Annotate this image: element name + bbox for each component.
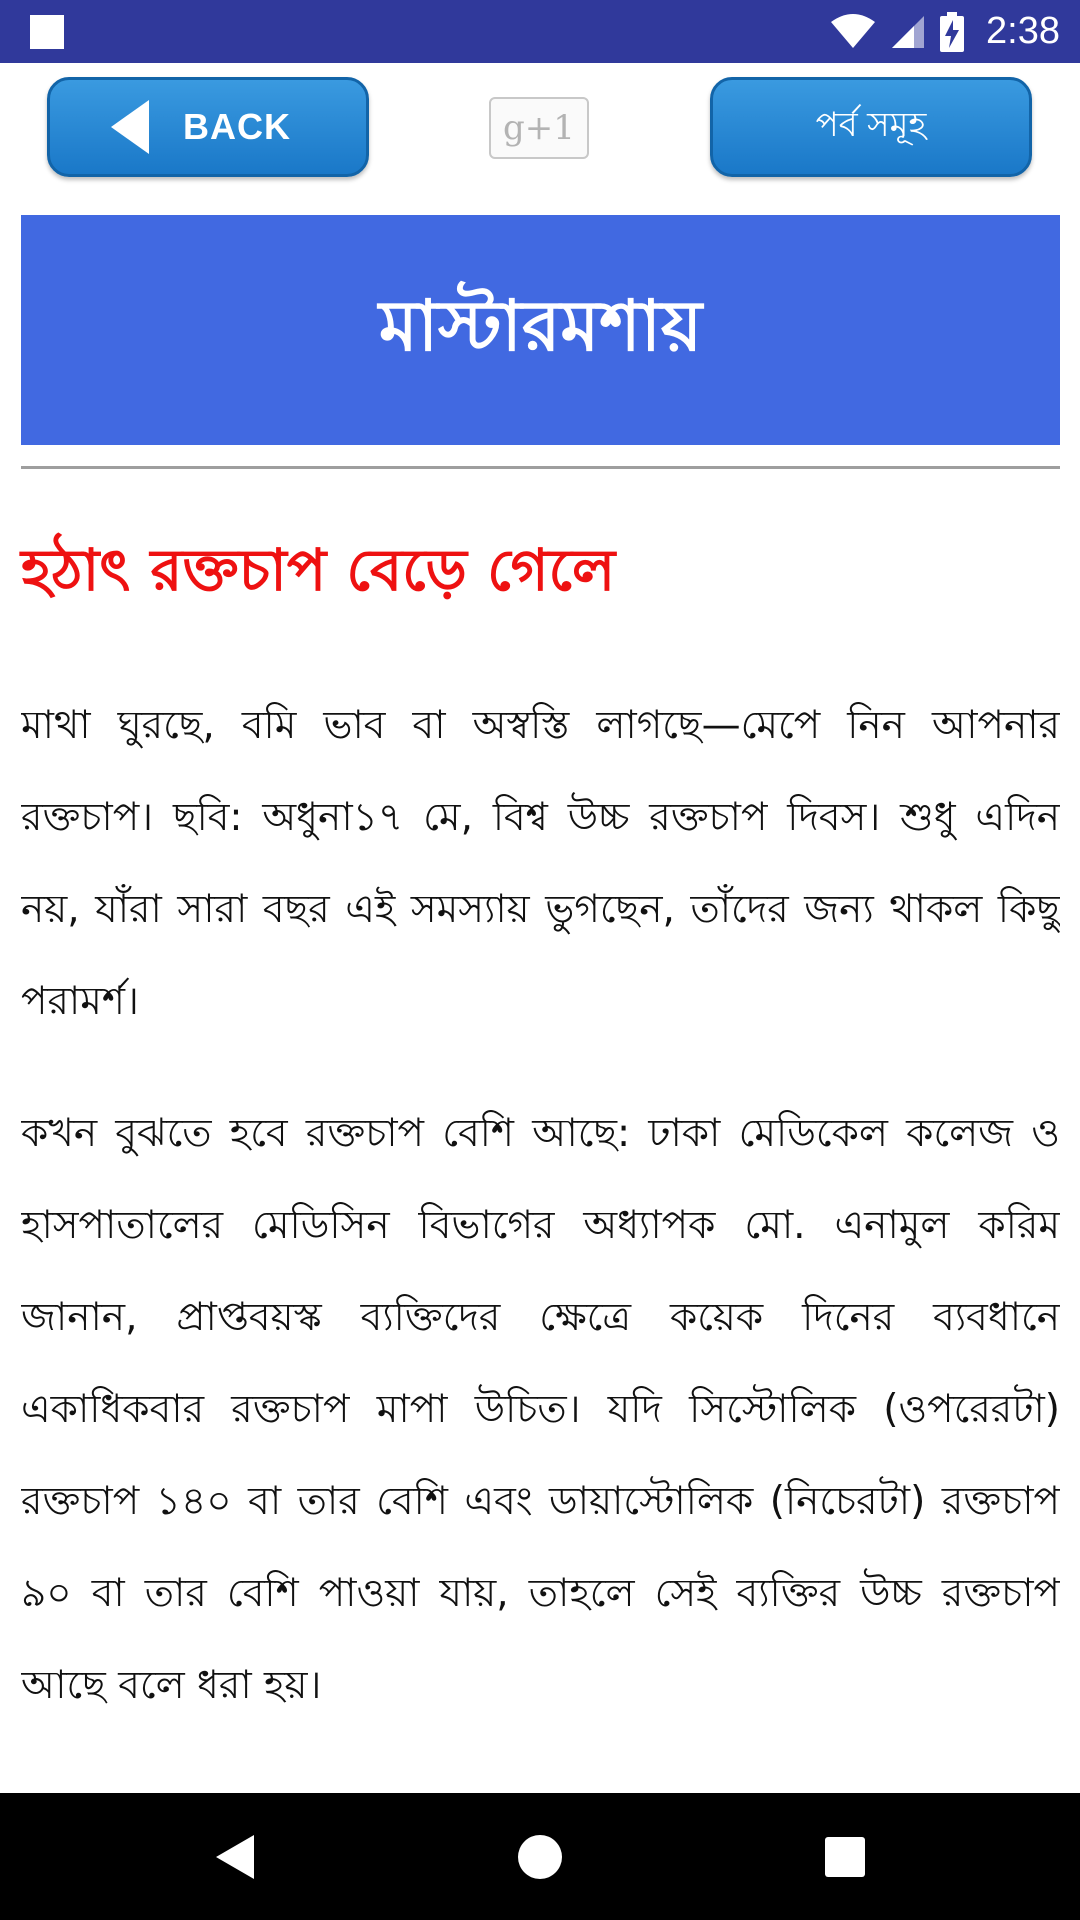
status-icons [830, 0, 1060, 63]
article-body[interactable] [21, 680, 1060, 1773]
nav-home-icon [518, 1835, 562, 1879]
wifi-icon [830, 14, 876, 50]
back-button-label: BACK [183, 106, 291, 147]
nav-back-button[interactable] [165, 1793, 305, 1920]
nav-back-icon [216, 1835, 254, 1879]
notification-square-icon [30, 15, 64, 49]
app-title: মাস্টারমশায় [378, 284, 703, 367]
cellular-signal-icon [890, 14, 926, 50]
google-plus-one-button[interactable] [489, 97, 589, 159]
article-paragraph: মাথা ঘুরছে, বমি ভাব বা অস্বস্তি লাগছে—মেপে নিন আপনার রক্তচাপ। ছবি: অধুনা১৭ মে, বিশ্ব উচ্চ রক্তচাপ দিবস। শুধু এদিন নয়, যাঁরা সারা বছর এই সমস্যায় ভুগছেন, তাঁদের জন্য থাকল কিছু পরামর্শ। [21, 703, 1060, 1024]
article-heading: হঠাৎ রক্তচাপ বেড়ে গেলে [21, 536, 616, 604]
nav-recents-icon [825, 1837, 865, 1877]
nav-recents-button[interactable] [775, 1793, 915, 1920]
title-banner [21, 215, 1060, 445]
chapters-button[interactable] [710, 77, 1032, 177]
chapters-button-label: পর্ব সমূহ [815, 105, 927, 144]
status-time: 2:38 [986, 10, 1060, 52]
navigation-bar [0, 1793, 1080, 1920]
battery-charging-icon [940, 12, 964, 52]
nav-home-button[interactable] [470, 1793, 610, 1920]
divider [21, 466, 1060, 469]
back-arrow-icon [111, 100, 149, 154]
google-plus-icon: g+1 [503, 108, 575, 148]
status-bar [0, 0, 1080, 63]
top-action-bar [0, 63, 1080, 193]
article-paragraph: কখন বুঝতে হবে রক্তচাপ বেশি আছে: ঢাকা মেডিকেল কলেজ ও হাসপাতালের মেডিসিন বিভাগের অধ্যাপক মো. এনামুল করিম জানান, প্রাপ্তবয়স্ক ব্যক্তিদের ক্ষেত্রে কয়েক দিনের ব্যবধানে একাধিকবার রক্তচাপ মাপা উচিত। যদি সিস্টোলিক (ওপরেরটা) রক্তচাপ ১৪০ বা তার বেশি এবং ডায়াস্টোলিক (নিচেরটা) রক্তচাপ ৯০ বা তার বেশি পাওয়া যায়, তাহলে সেই ব্যক্তির উচ্চ রক্তচাপ আছে বলে ধরা হয়। [21, 1111, 1060, 1708]
back-button[interactable] [47, 77, 369, 177]
